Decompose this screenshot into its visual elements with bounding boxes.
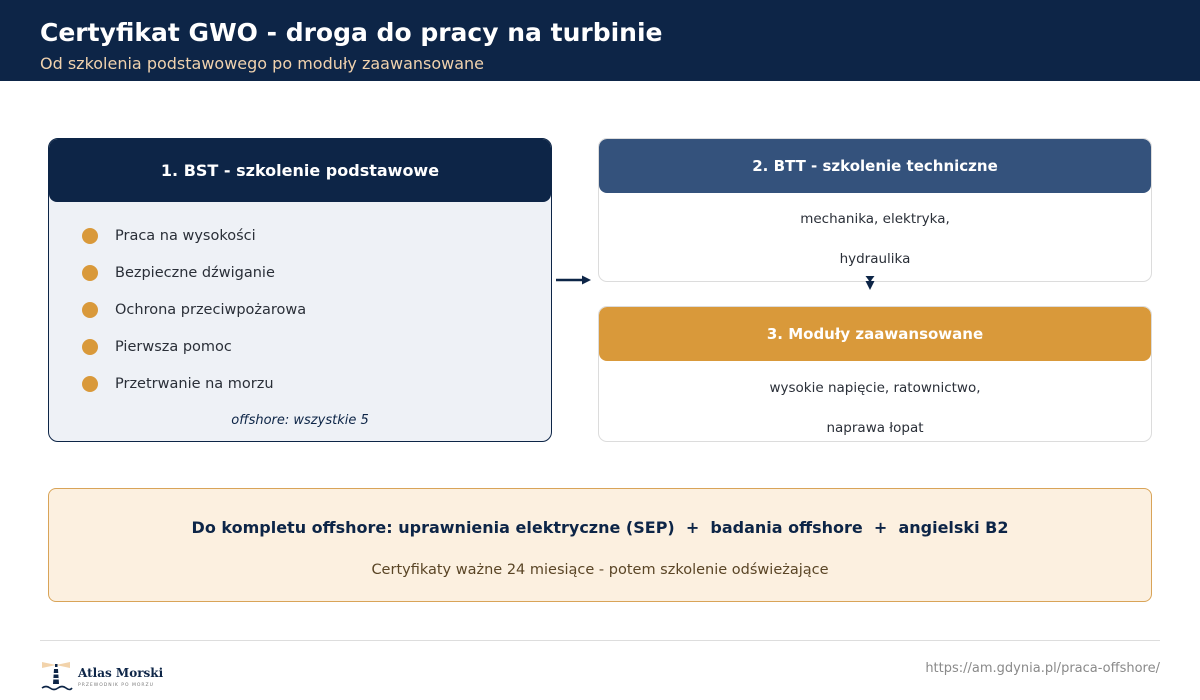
arrow-right-icon [556,276,591,285]
list-item-label: Ochrona przeciwpożarowa [115,301,307,318]
page-subtitle: Od szkolenia podstawowego po moduły zaawansowane [40,54,485,73]
summary-requirements: Do kompletu offshore: uprawnienia elektryczne (SEP) + badania offshore + angielski B2 [191,518,1009,537]
btt-line: mechanika, elektryka, [800,211,950,227]
list-item-label: Pierwsza pomoc [115,338,232,355]
list-item-label: Przetrwanie na morzu [115,375,274,392]
btt-card [598,138,1152,282]
btt-card-body [599,193,1151,279]
list-item [82,291,306,328]
brand-logo[interactable] [40,660,180,694]
list-item [82,328,306,365]
list-item [82,217,306,254]
advanced-modules-body [599,361,1151,442]
header-banner [0,0,1200,81]
list-item-label: Praca na wysokości [115,227,256,244]
advanced-modules-card [598,306,1152,442]
dot-icon [82,265,98,281]
logo-tagline: PRZEWODNIK PO MORZU [78,683,154,688]
dot-icon [82,228,98,244]
dot-icon [82,339,98,355]
bst-offshore-note: offshore: wszystkie 5 [231,413,369,428]
bst-card [48,138,552,442]
source-link[interactable]: https://am.gdynia.pl/praca-offshore/ [925,661,1160,676]
dot-icon [82,376,98,392]
btt-card-title: 2. BTT - szkolenie techniczne [599,139,1151,193]
advanced-modules-line: wysokie napięcie, ratownictwo, [769,380,981,396]
list-item [82,365,306,402]
page-title: Certyfikat GWO - droga do pracy na turbinie [40,18,663,47]
footer-divider [40,640,1160,641]
summary-validity: Certyfikaty ważne 24 miesiące - potem szkolenie odświeżające [371,562,829,578]
btt-line: hydraulika [839,251,911,267]
list-item-label: Bezpieczne dźwiganie [115,264,275,281]
bst-module-list [82,217,306,402]
bst-card-title: 1. BST - szkolenie podstawowe [49,139,551,202]
offshore-summary-box [48,488,1152,602]
logo-name: Atlas Morski [78,666,164,680]
list-item [82,254,306,291]
dot-icon [82,302,98,318]
advanced-modules-title: 3. Moduły zaawansowane [599,307,1151,361]
advanced-modules-line: naprawa łopat [826,420,924,436]
lighthouse-icon [40,660,74,694]
